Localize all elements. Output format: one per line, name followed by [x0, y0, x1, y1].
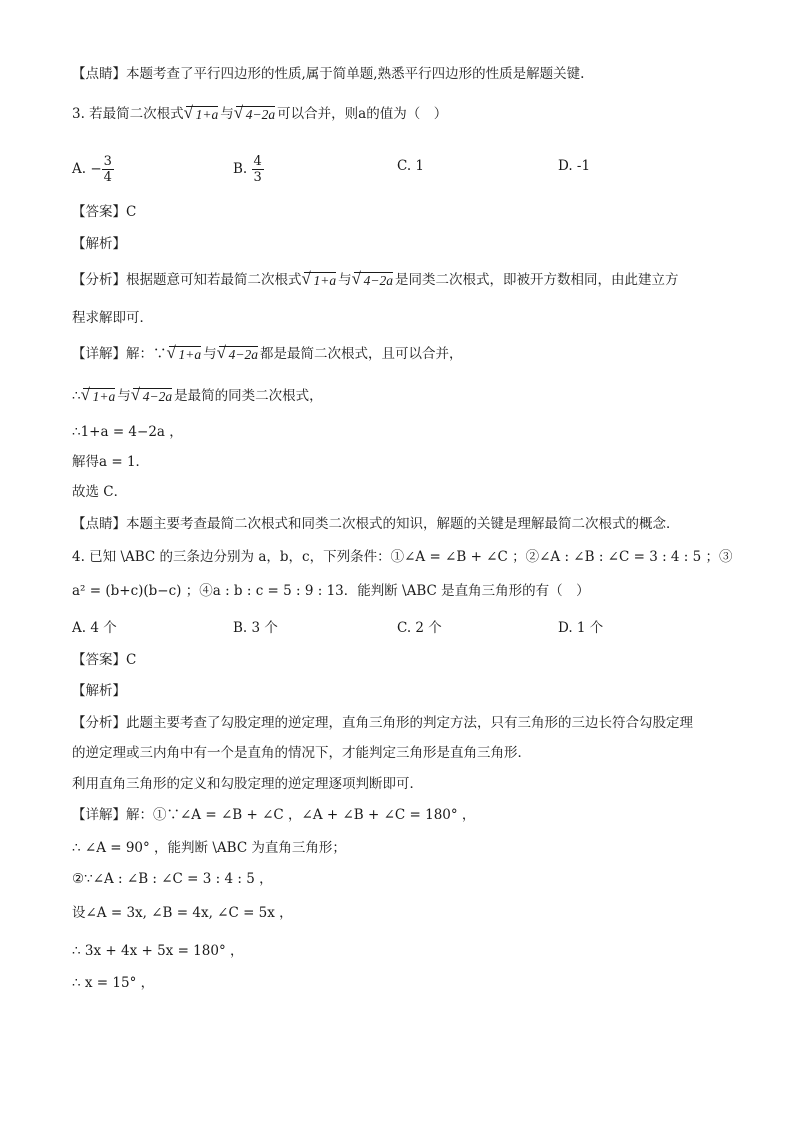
- fraction-numerator: 4: [253, 154, 262, 169]
- question-4-line-1: 4. 已知 \ABC 的三条边分别为 a，b，c，下列条件：①∠A = ∠B + ∠C ；②∠A : ∠B : ∠C = 3 : 4 : 5 ；③: [72, 549, 733, 565]
- option-a-sign: −: [90, 161, 102, 177]
- q4-xiangjie-line-6: ∴ x = 15° ，: [72, 975, 155, 991]
- q3-dianjing: 【点睛】本题主要考查最简二次根式和同类二次根式的知识，解题的关键是理解最简二次根式的概念．: [72, 516, 680, 532]
- q3-text-post: 可以合并，则a的值为（ ）: [277, 106, 448, 122]
- q4-answer: 【答案】C: [72, 652, 137, 668]
- xiangjie-text: 【详解】解：∵: [72, 346, 167, 362]
- q3-so-line: [72, 386, 323, 406]
- option-b-fraction: [252, 154, 264, 185]
- fraction-denominator: 3: [253, 170, 262, 185]
- q4-xiangjie-line-2: ∴ ∠A = 90° ，能判断 \ABC 为直角三角形；: [72, 840, 346, 856]
- q3-pick: 故选 C．: [72, 484, 128, 500]
- q4-fenxi-line-3: 利用直角三角形的定义和勾股定理的逆定理逐项判断即可．: [72, 776, 423, 792]
- fenxi-text-end: 是同类二次根式，即被开方数相同，由此建立方: [395, 272, 679, 288]
- fraction-denominator: 4: [103, 170, 112, 185]
- radical-4-minus-2a: √ 4−2a: [219, 346, 258, 363]
- q4-xiangjie-line-3: ②∵∠A : ∠B : ∠C = 3 : 4 : 5 ，: [72, 871, 273, 887]
- fraction-numerator: 3: [103, 154, 112, 169]
- q3-text-mid: 与: [220, 106, 234, 122]
- q3-equation: ∴1+a = 4−2a ，: [72, 424, 183, 440]
- q4-option-c: C. 2 个: [397, 620, 442, 636]
- radical-4-minus-2a: √ 4−2a: [354, 272, 393, 289]
- q3-solution: 解得a = 1．: [72, 454, 150, 470]
- xiangjie-text-end: 都是最简二次根式，且可以合并，: [260, 346, 463, 362]
- so-text-mid: 与: [117, 388, 131, 404]
- q3-option-c: C. 1: [397, 158, 425, 174]
- q3-answer: 【答案】C: [72, 204, 137, 220]
- q4-xiangjie-line-4: 设∠A = 3x, ∠B = 4x, ∠C = 5x ，: [72, 905, 293, 921]
- q4-fenxi-line-2: 的逆定理或三内角中有一个是直角的情况下，才能判定三角形是直角三角形．: [72, 745, 531, 761]
- q4-option-a: A. 4 个: [72, 620, 117, 636]
- xiangjie-text-mid: 与: [203, 346, 217, 362]
- q4-option-b: B. 3 个: [233, 620, 278, 636]
- fenxi-text: 【分析】根据题意可知若最简二次根式: [72, 272, 302, 288]
- q4-fenxi-line-1: 【分析】此题主要考查了勾股定理的逆定理，直角三角形的判定方法，只有三角形的三边长符合勾股定理: [72, 715, 693, 731]
- q3-xiangjie-line-1: [72, 344, 463, 364]
- question-3: [72, 104, 447, 124]
- radical-1-plus-a: √ 1+a: [304, 272, 337, 289]
- option-a-label: A.: [72, 161, 87, 177]
- q4-xiangjie-line-1: 【详解】解：①∵∠A = ∠B + ∠C ，∠A + ∠B + ∠C = 180° ，: [72, 807, 476, 823]
- radical-1-plus-a: √ 1+a: [186, 106, 219, 123]
- q4-xiangjie-line-5: ∴ 3x + 4x + 5x = 180° ，: [72, 943, 244, 959]
- radical-4-minus-2a: √ 4−2a: [133, 388, 172, 405]
- question-4-line-2: a² = (b+c)(b−c) ；④a : b : c = 5 : 9 : 13．能判断 \ABC 是直角三角形的有（ ）: [72, 583, 590, 599]
- dianjing-line-prev: 【点睛】本题考查了平行四边形的性质,属于简单题,熟悉平行四边形的性质是解题关键.: [72, 66, 585, 82]
- option-b-label: B.: [233, 161, 248, 177]
- q4-jiexi-heading: 【解析】: [72, 683, 126, 699]
- q3-text-pre: 3. 若最简二次根式: [72, 106, 184, 122]
- radical-1-plus-a: √ 1+a: [83, 388, 116, 405]
- q3-jiexi-heading: 【解析】: [72, 236, 126, 252]
- q3-option-b: [233, 154, 264, 185]
- option-a-fraction: [102, 154, 114, 185]
- q4-option-d: D. 1 个: [558, 620, 604, 636]
- so-text-end: 是最简的同类二次根式，: [174, 388, 323, 404]
- therefore-symbol: ∴: [72, 388, 81, 404]
- q3-option-d: D. -1: [558, 158, 591, 174]
- radical-4-minus-2a: √ 4−2a: [236, 106, 275, 123]
- q3-fenxi-line-1: [72, 270, 679, 290]
- q3-fenxi-line-2: 程求解即可．: [72, 310, 153, 326]
- q3-option-a: [72, 154, 114, 185]
- fenxi-text-mid: 与: [338, 272, 352, 288]
- radical-1-plus-a: √ 1+a: [169, 346, 202, 363]
